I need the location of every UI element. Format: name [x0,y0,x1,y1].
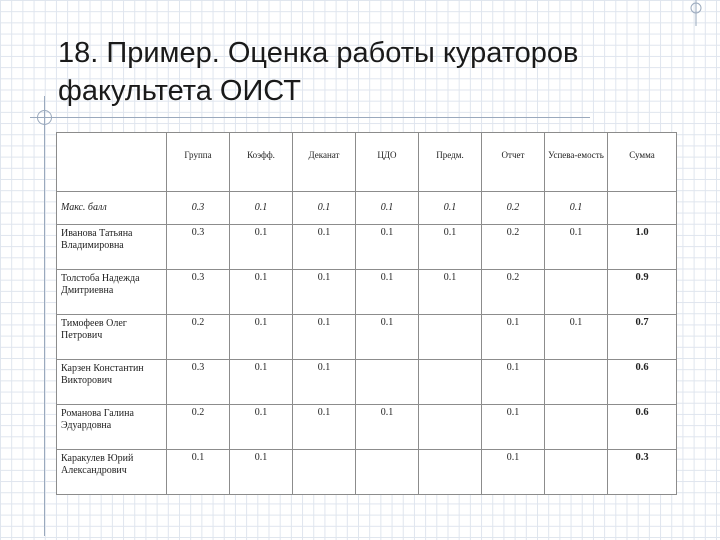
score-cell [293,450,356,495]
score-cell: 0.1 [230,315,293,360]
sum-cell: 0.9 [608,270,677,315]
score-cell: 0.1 [230,270,293,315]
max-score-cell: 0.1 [293,192,356,225]
score-cell: 0.1 [545,225,608,270]
max-score-label: Макс. балл [57,192,167,225]
table-row [57,405,677,450]
header-report: Отчет [482,133,545,192]
score-cell: 0.1 [293,270,356,315]
score-cell [545,450,608,495]
table-row [57,360,677,405]
score-cell: 0.1 [356,315,419,360]
decorative-corner-mark [686,0,706,26]
score-cell: 0.1 [167,450,230,495]
header-sum: Сумма [608,133,677,192]
score-cell: 0.1 [293,360,356,405]
header-group: Группа [167,133,230,192]
header-coefficient: Коэфф. [230,133,293,192]
max-score-cell: 0.3 [167,192,230,225]
title-line-1: 18. Пример. Оценка работы кураторов [58,37,579,69]
curator-name: Романова Галина Эдуардовна [57,405,167,450]
decorative-horizontal-line [30,117,590,118]
score-cell: 0.1 [482,360,545,405]
decorative-vertical-line [44,96,45,536]
score-cell [419,360,482,405]
score-cell [356,360,419,405]
score-cell: 0.1 [230,225,293,270]
table-row [57,225,677,270]
table-row [57,315,677,360]
max-score-cell: 0.1 [356,192,419,225]
score-cell: 0.1 [230,450,293,495]
sum-cell: 0.6 [608,360,677,405]
score-cell: 0.1 [419,270,482,315]
score-cell [419,450,482,495]
sum-cell: 0.7 [608,315,677,360]
table-row [57,450,677,495]
score-cell: 0.1 [356,225,419,270]
score-cell: 0.1 [293,315,356,360]
score-cell: 0.1 [419,225,482,270]
score-cell: 0.3 [167,270,230,315]
slide-title [58,34,698,110]
header-row [57,133,677,192]
score-cell: 0.1 [482,315,545,360]
score-cell: 0.1 [482,450,545,495]
score-cell: 0.3 [167,225,230,270]
score-cell: 0.1 [356,405,419,450]
table-container [56,132,676,495]
score-cell: 0.1 [293,405,356,450]
title-line-2: факультета ОИСТ [58,75,301,107]
header-cdo: ЦДО [356,133,419,192]
score-cell: 0.2 [482,270,545,315]
curator-name: Тимофеев Олег Петрович [57,315,167,360]
header-subject: Предм. [419,133,482,192]
score-cell: 0.2 [482,225,545,270]
max-score-cell: 0.2 [482,192,545,225]
score-cell: 0.1 [293,225,356,270]
decorative-circle [37,110,52,125]
score-cell [545,405,608,450]
max-score-cell: 0.1 [545,192,608,225]
max-score-cell: 0.1 [419,192,482,225]
header-deanery: Деканат [293,133,356,192]
max-score-row [57,192,677,225]
curator-name: Иванова Татьяна Владимировна [57,225,167,270]
score-cell [419,315,482,360]
score-cell [419,405,482,450]
curator-name: Карзен Константин Викторович [57,360,167,405]
score-cell: 0.1 [482,405,545,450]
max-score-cell: 0.1 [230,192,293,225]
score-cell [356,450,419,495]
header-name-cell [57,133,167,192]
sum-cell: 1.0 [608,225,677,270]
score-cell: 0.1 [545,315,608,360]
curator-name: Каракулев Юрий Александрович [57,450,167,495]
score-cell: 0.3 [167,360,230,405]
score-cell: 0.2 [167,405,230,450]
curators-table [56,132,677,495]
score-cell: 0.2 [167,315,230,360]
score-cell: 0.1 [230,405,293,450]
score-cell: 0.1 [356,270,419,315]
score-cell [545,270,608,315]
score-cell [545,360,608,405]
table-row [57,270,677,315]
header-performance: Успева-емость [545,133,608,192]
curator-name: Толстоба Надежда Дмитриевна [57,270,167,315]
score-cell: 0.1 [230,360,293,405]
max-score-cell [608,192,677,225]
sum-cell: 0.3 [608,450,677,495]
sum-cell: 0.6 [608,405,677,450]
